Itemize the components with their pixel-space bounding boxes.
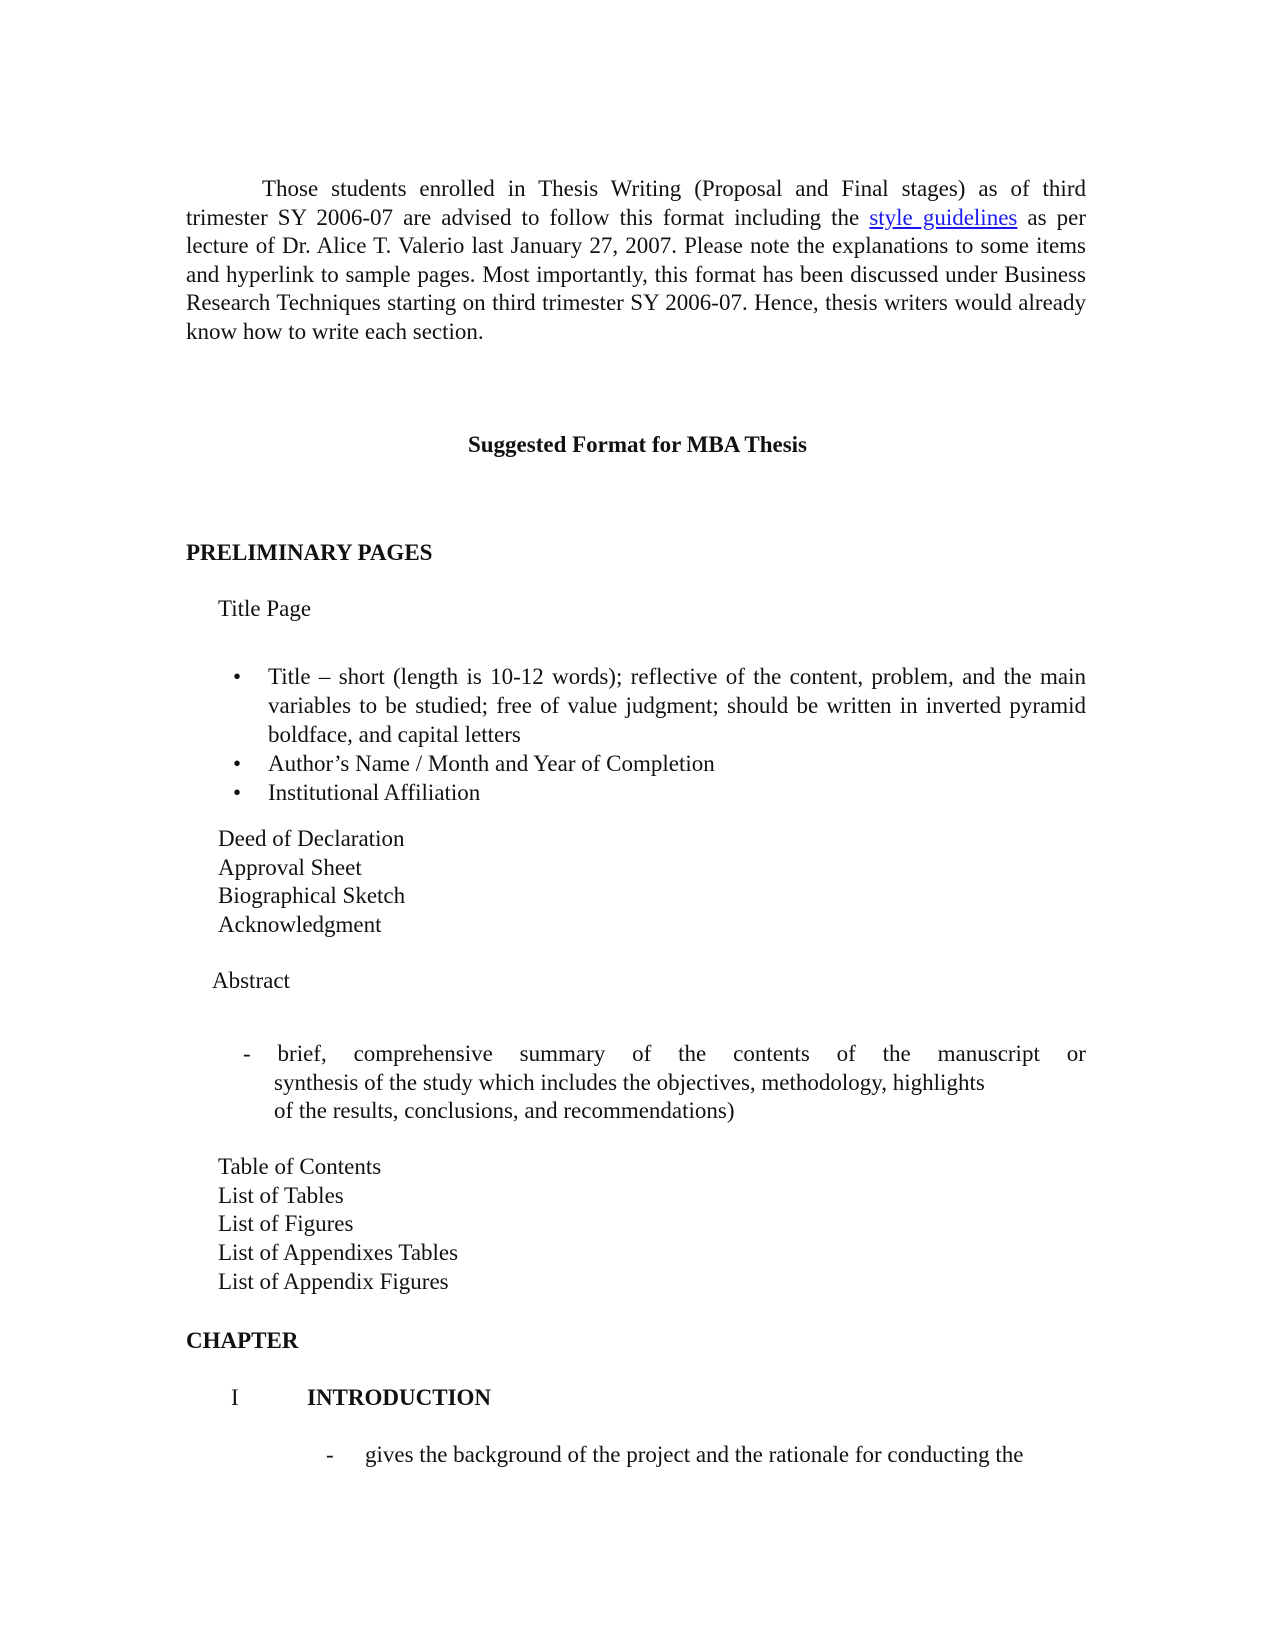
abstract-label: Abstract xyxy=(212,968,290,993)
list-item-list-of-tables: List of Tables xyxy=(218,1182,344,1208)
intro-paragraph xyxy=(186,175,1086,347)
abstract-line-1: - brief, comprehensive summary of the contents of the manuscript or xyxy=(243,1040,1086,1069)
bullet-icon: • xyxy=(233,664,242,689)
bullet-icon: • xyxy=(233,751,242,776)
style-guidelines-link[interactable]: style guidelines xyxy=(869,204,1018,230)
bullet-item-title xyxy=(218,662,1086,749)
abstract-description xyxy=(243,1040,1086,1126)
preliminary-pages-heading: PRELIMINARY PAGES xyxy=(186,540,433,565)
bullet-item-affiliation xyxy=(218,778,1086,807)
list-item-deed-of-declaration: Deed of Declaration xyxy=(218,826,405,851)
bullet-icon: • xyxy=(233,780,242,805)
list-item-list-of-appendixes-tables: List of Appendixes Tables xyxy=(218,1240,459,1266)
bullet-text: Author’s Name / Month and Year of Completion xyxy=(268,751,715,776)
intro-text-end: as per lecture of Dr. Alice T. Valerio last January 27, 2007. Please note the explanations to some items and hyperlink to sample pages. Most importantly, this format has been discussed under Business Research Techniques starting on third trimester SY 2006-07. Hence, thesis writers would already know how to write each section. xyxy=(186,204,1086,344)
introduction-description: gives the background of the project and the rationale for conducting the xyxy=(365,1442,1024,1467)
list-item-table-of-contents: Table of Contents xyxy=(218,1154,382,1179)
bullet-item-author xyxy=(218,749,1086,778)
chapter-number: I xyxy=(231,1385,239,1410)
abstract-line-3: of the results, conclusions, and recommendations) xyxy=(274,1098,735,1124)
introduction-dash: - xyxy=(326,1442,334,1467)
list-item-acknowledgment: Acknowledgment xyxy=(218,912,382,938)
bullet-text: Institutional Affiliation xyxy=(268,780,481,805)
list-item-list-of-appendix-figures: List of Appendix Figures xyxy=(218,1268,449,1294)
chapter-heading: CHAPTER xyxy=(186,1328,299,1353)
preliminary-section-list-2 xyxy=(218,1153,458,1297)
chapter-title: INTRODUCTION xyxy=(307,1385,492,1410)
title-page-bullet-list xyxy=(218,662,1086,807)
list-item-list-of-figures: List of Figures xyxy=(218,1211,354,1237)
abstract-dash: - xyxy=(243,1041,251,1066)
list-item-approval-sheet: Approval Sheet xyxy=(218,854,362,880)
abstract-line-2: synthesis of the study which includes the objectives, methodology, highlights xyxy=(274,1069,985,1095)
bullet-text: Title – short (length is 10-12 words); reflective of the content, problem, and the main variables to be studied; free of value judgment; should be written in inverted pyramid boldface, and capital letters xyxy=(268,664,1086,747)
intro-text-start: Those students enrolled in Thesis Writing (Proposal and Final stages) as of third trimester SY 2006-07 are advised to follow this format including the xyxy=(186,176,1086,230)
document-title: Suggested Format for MBA Thesis xyxy=(467,432,808,457)
list-item-biographical-sketch: Biographical Sketch xyxy=(218,883,406,909)
preliminary-section-list-1 xyxy=(218,825,405,940)
title-page-label: Title Page xyxy=(218,596,312,621)
